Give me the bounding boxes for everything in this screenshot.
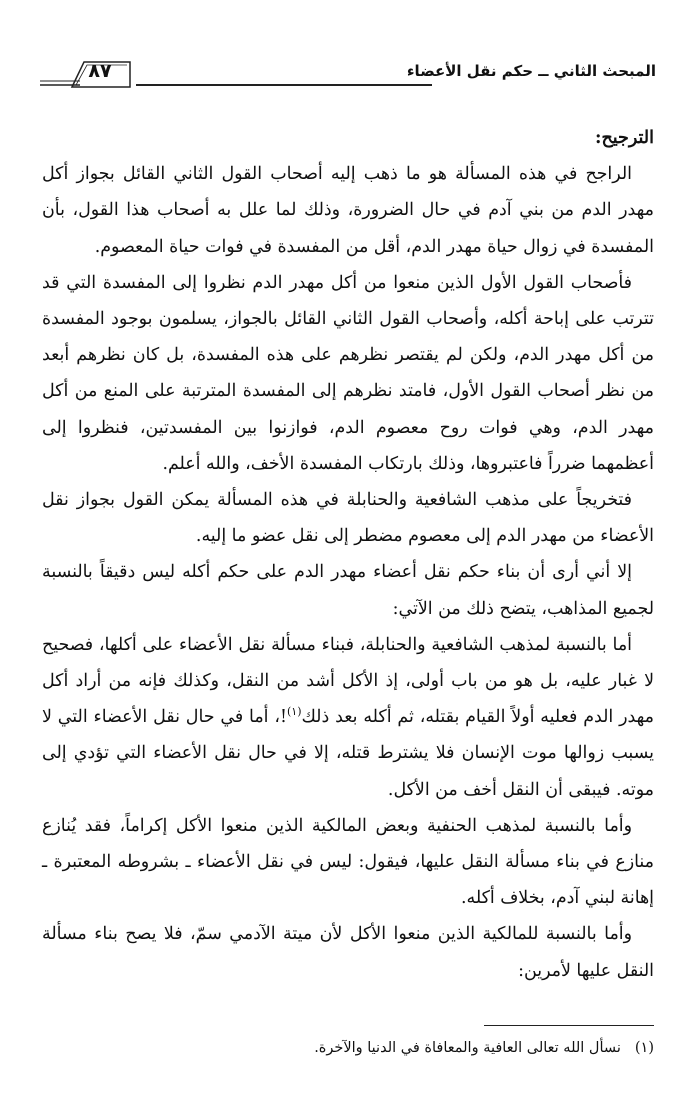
paragraph: فأصحاب القول الأول الذين منعوا من أكل مهدر الدم نظروا إلى المفسدة التي قد تترتب على إباحة أكله، وأصحاب القول الثاني القائل بالجواز، يسلمون بوجود المفسدة من أكل مهدر الدم، ولكن لم يقتصر نظرهم على هذه المفسدة، بل كان نظرهم أبعد من نظر أصحاب القول الأول، فامتد نظرهم إلى المفسدة المترتبة على المنع من أكل مهدر الدم، وهي فوات روح معصوم الدم، فوازنوا بين المفسدتين، فنظروا إلى أعظمهما ضرراً فاعتبروها، وذلك بارتكاب المفسدة الأخف، والله أعلم. [42, 272, 654, 474]
paragraph [42, 627, 654, 808]
footnote-text: نسأل الله تعالى العافية والمعافاة في الدنيا والآخرة. [314, 1040, 621, 1056]
main-text [42, 120, 654, 989]
chapter-title: المبحث الثاني ــ حكم نقل الأعضاء [406, 62, 656, 80]
paragraph-text: أما بالنسبة لمذهب الشافعية والحنابلة، فبناء مسألة نقل الأعضاء على أكلها، فصحيح لا غبار عليه، بل هو من باب أولى، إذ الأكل أشد من النقل، وكذلك فإنه من أراد أكل مهدر الدم فعليه أولاً القيام بقتله، ثم أكله بعد ذلك [42, 634, 654, 728]
section-heading: الترجيح: [595, 128, 654, 148]
paragraph: إلا أني أرى أن بناء حكم نقل أعضاء مهدر الدم على حكم أكله ليس دقيقاً بالنسبة لجميع المذاهب، يتضح ذلك من الآتي: [42, 562, 654, 619]
footnote-separator [484, 1025, 654, 1026]
paragraph: وأما بالنسبة للمالكية الذين منعوا الأكل لأن ميتة الآدمي سمّ، فلا يصح بناء مسألة النقل عليها لأمرين: [42, 924, 654, 981]
footnote [42, 1036, 654, 1060]
header-rule [136, 84, 432, 86]
footnote-number: (١) [634, 1040, 654, 1056]
footnote-reference[interactable]: (١) [287, 705, 302, 719]
paragraph: وأما بالنسبة لمذهب الحنفية وبعض المالكية الذين منعوا الأكل إكراماً، فقد يُنازع منازع في بناء مسألة النقل عليها، فيقول: ليس في نقل الأعضاء ـ بشروطه المعتبرة ـ إهانة لبني آدم، بخلاف أكله. [42, 815, 654, 909]
paragraph-text: !، أما في حال نقل الأعضاء التي لا يسبب زوالها موت الإنسان فلا يشترط قتله، إلا في حال نقل الأعضاء التي تؤدي إلى موته. فيبقى أن النقل أخف من الأكل. [42, 707, 654, 800]
page-number: ٨٧ [88, 60, 112, 82]
page-number-box [40, 56, 132, 88]
paragraph: فتخريجاً على مذهب الشافعية والحنابلة في هذه المسألة يمكن القول بجواز نقل الأعضاء من مهدر الدم إلى معصوم مضطر إلى نقل عضو ما إليه. [42, 490, 654, 547]
running-header [40, 56, 656, 94]
paragraph: الراجح في هذه المسألة هو ما ذهب إليه أصحاب القول الثاني القائل بجواز أكل مهدر الدم من بني آدم في حال الضرورة، وذلك لما علل به أصحاب هذا القول، بأن المفسدة في زوال حياة مهدر الدم، أقل من المفسدة في فوات حياة المعصوم. [42, 164, 654, 257]
